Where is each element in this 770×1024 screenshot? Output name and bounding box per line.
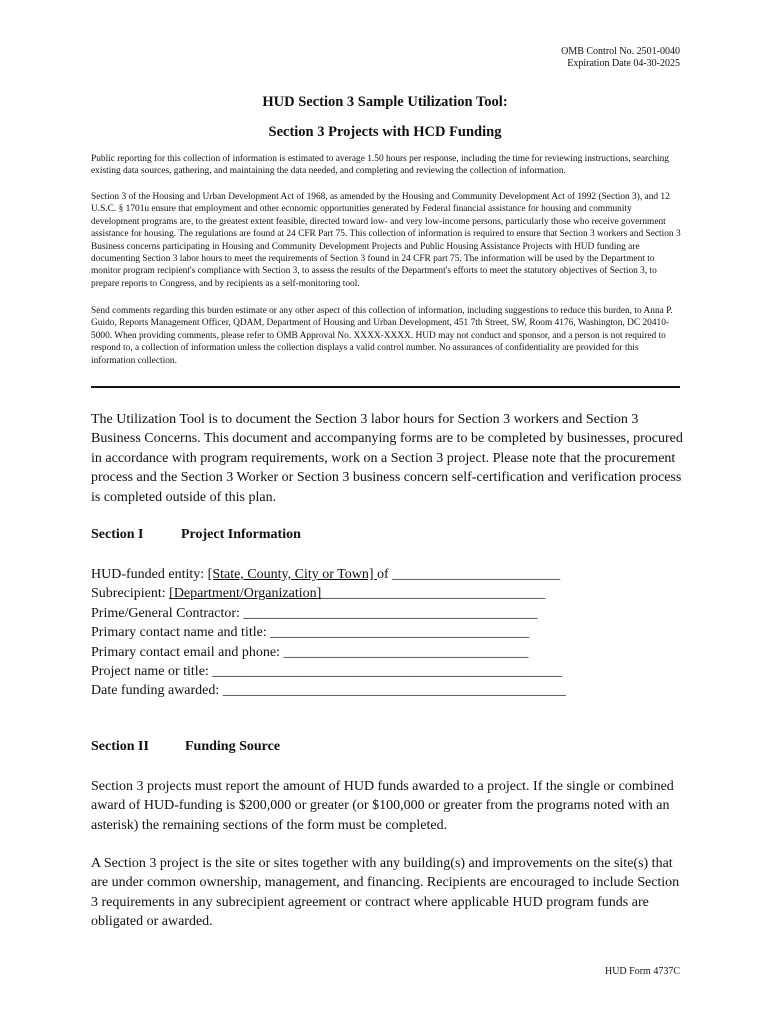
- form-number: HUD Form 4737C: [604, 966, 680, 977]
- subrecipient-hint: [Department/Organization]: [169, 586, 322, 602]
- section-2-number: Section II: [91, 739, 149, 754]
- hud-funded-entity-hint: [State, County, City or Town]: [207, 567, 378, 582]
- burden-paragraph-comments: Send comments regarding this burden estimate or any other aspect of this collection of information, including suggestions to reduce this burden, to Anna P. Guido, Reports Management Officer, QDAM, Department of Housing and Urban Development, 451 7th Street, SW, Room 4176, Washington, DC 20410-5000. When providing comments, please refer to OMB Approval No. XXXX-XXXX. HUD may not conduct and sponsor, and a person is not required to respond to, a collection of information unless the collection displays a valid control number. No assurances of confidentiality are provided for this information collection.: [91, 306, 673, 366]
- horizontal-divider: [91, 386, 680, 388]
- section-3-project-definition-paragraph: A Section 3 project is the site or sites together with any building(s) and improvements on the site(s) that are under common ownership, management, and financing. Recipients are encouraged to include Section 3 requirements in any subrecipient agreement or contract where applicable HUD program funds are obligated or awarded.: [91, 856, 680, 930]
- project-information-fields: [91, 565, 566, 701]
- funding-requirements-paragraph: Section 3 projects must report the amount of HUD funds awarded to a project. If the single or combined award of HUD-funding is $200,000 or greater (or $100,000 or greater from the programs noted with an asterisk) the remaining sections of the form must be completed.: [91, 779, 674, 833]
- contact-name-field[interactable]: Primary contact name and title: _____________________________________: [91, 625, 530, 641]
- subrecipient-label: Subrecipient:: [91, 586, 170, 602]
- contact-email-field[interactable]: Primary contact email and phone: ___________________________________: [91, 644, 529, 660]
- omb-block: [561, 46, 680, 70]
- date-awarded-field[interactable]: Date funding awarded: _________________________________________________: [91, 683, 566, 699]
- omb-control-number: OMB Control No. 2501-0040: [561, 46, 680, 57]
- intro-paragraph: The Utilization Tool is to document the Section 3 labor hours for Section 3 workers and Section 3 Business Concerns. This document and accompanying forms are to be completed by businesses, procured in accordance with program requirements, work on a Section 3 project. Please note that the procurement process and the Section 3 Worker or Section 3 business concern self-certification and verification process is completed outside of this plan.: [91, 412, 683, 505]
- project-name-field[interactable]: Project name or title: __________________________________________________: [91, 664, 563, 680]
- hud-funded-entity-label: HUD-funded entity:: [91, 567, 208, 582]
- section-1-number: Section I: [91, 527, 144, 542]
- subrecipient-blank: ________________________________: [321, 586, 546, 602]
- hud-funded-entity-field[interactable]: [91, 565, 566, 584]
- document-title: HUD Section 3 Sample Utilization Tool:: [262, 94, 508, 110]
- burden-paragraph-section3: Section 3 of the Housing and Urban Development Act of 1968, as amended by the Housing and Community Development Act of 1992 (Section 3), and 12 U.S.C. § 1701u ensure that employment and other economic opportunities generated by Federal financial assistance for housing and community development programs are, to the greatest extent feasible, directed toward low- and very low-income persons, particularly those who receive government assistance for housing. The regulations are found at 24 CFR Part 75. This collection of information is required to ensure that Section 3 workers and Section 3 Business concerns participating in Housing and Community Development Projects and Public Housing Assistance Projects with HUD funding are documenting Section 3 labor hours to meet the requirements of Section 3 found in 24 CFR part 75. The information will be used by the Department to monitor program recipient's compliance with Section 3, to assess the results of the Department's efforts to meet the statutory objectives of Section 3, to prepare reports to Congress, and by recipients as a self-monitoring tool.: [91, 192, 681, 289]
- prime-contractor-field[interactable]: Prime/General Contractor: __________________________________________: [91, 605, 538, 621]
- hud-funded-entity-blank: of ________________________: [377, 567, 561, 582]
- section-2-heading: [91, 739, 280, 755]
- section-1-heading: [91, 527, 301, 543]
- document-subtitle: Section 3 Projects with HCD Funding: [268, 124, 502, 140]
- burden-paragraph-reporting: Public reporting for this collection of information is estimated to average 1.50 hours per response, including the time for reviewing instructions, searching existing data sources, gathering, and maintaining the data needed, and completing and reviewing the collection of information.: [91, 154, 669, 177]
- section-2-title: Funding Source: [185, 739, 281, 754]
- section-1-title: Project Information: [181, 527, 301, 542]
- subrecipient-field[interactable]: [91, 584, 566, 603]
- expiration-date: Expiration Date 04-30-2025: [567, 58, 680, 69]
